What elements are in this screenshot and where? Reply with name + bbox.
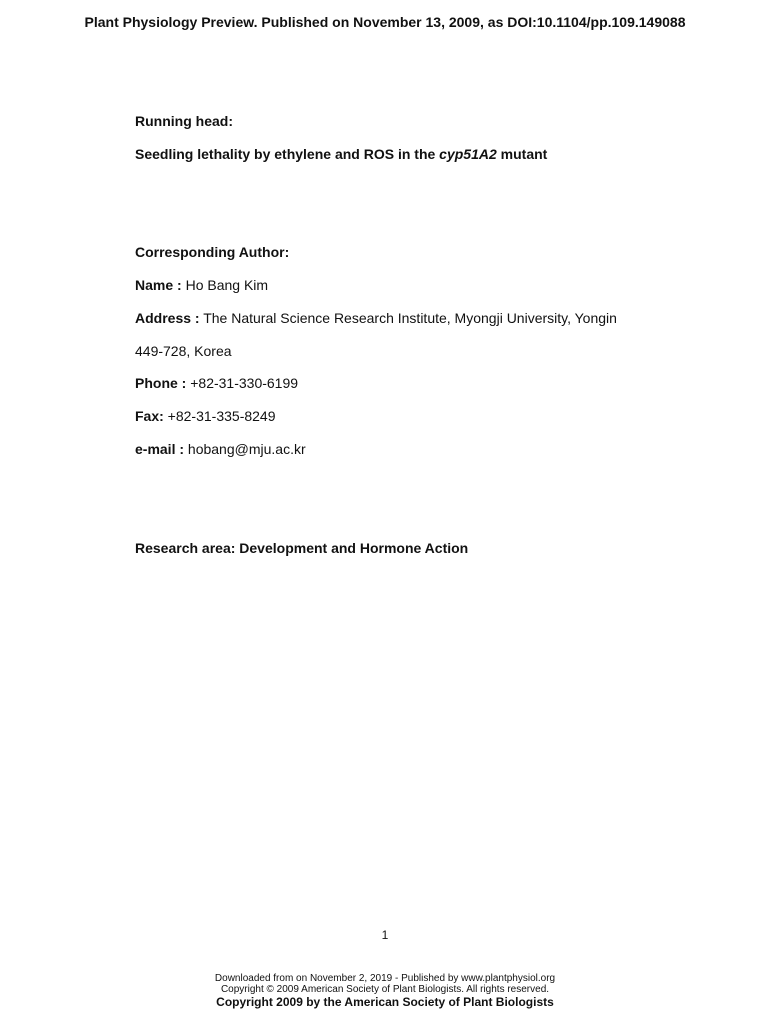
running-head-label: Running head: [135,113,233,129]
author-name-label: Name : [135,277,182,293]
running-head-title-gene: cyp51A2 [439,146,497,162]
footer-copyright: Copyright 2009 by the American Society of Plant Biologists [216,995,554,1009]
author-address-line [135,310,617,326]
author-fax-value: +82-31-335-8249 [163,408,276,424]
footer-downloaded: Downloaded from on November 2, 2019 - Published by www.plantphysiol.org [214,973,556,984]
author-email-line [135,441,306,457]
running-head-title-prefix: Seedling lethality by ethylene and ROS in the [135,146,440,162]
author-email-label: e-mail : [135,441,185,457]
author-name-line [135,277,268,293]
author-phone-label: Phone : [135,375,187,391]
corresponding-author-heading: Corresponding Author: [135,244,290,260]
author-phone-value: +82-31-330-6199 [186,375,299,391]
preview-banner: Plant Physiology Preview. Published on November 13, 2009, as DOI:10.1104/pp.109.149088 [84,14,686,30]
author-fax-line [135,408,276,424]
author-address-line-2: 449-728, Korea [135,343,232,359]
author-email-value: hobang@mju.ac.kr [184,441,306,457]
footer-rights: Copyright © 2009 American Society of Plant Biologists. All rights reserved. [220,984,550,995]
author-address-label: Address : [135,310,200,326]
author-phone-line [135,375,298,391]
author-fax-label: Fax: [135,408,164,424]
research-area: Research area: Development and Hormone Action [135,540,469,556]
running-head-title [135,146,547,162]
author-name-value: Ho Bang Kim [181,277,269,293]
running-head-title-suffix: mutant [496,146,548,162]
author-address-value: The Natural Science Research Institute, Myongji University, Yongin [199,310,617,326]
page-number: 1 [381,928,389,942]
